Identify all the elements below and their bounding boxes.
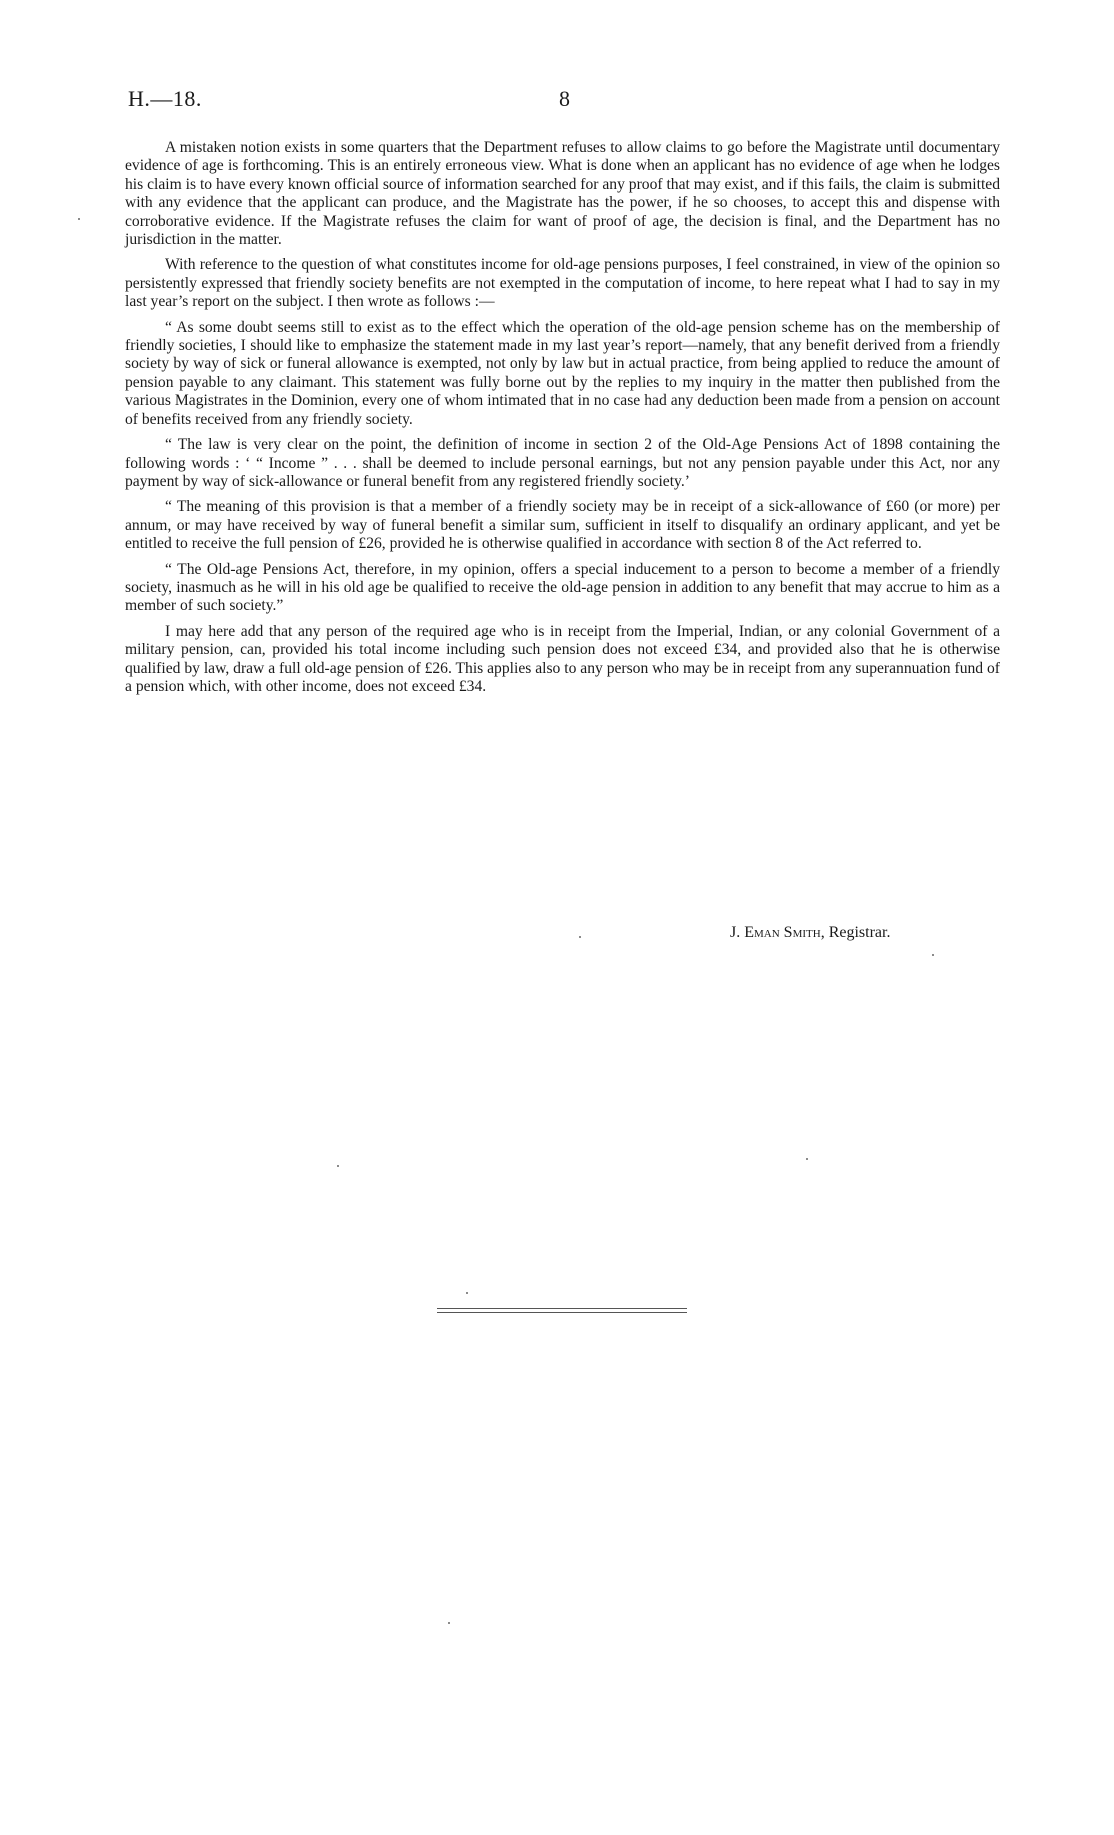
closing-rule-top xyxy=(437,1308,687,1309)
signatory-name: J. Eman Smith xyxy=(730,924,821,941)
body-text xyxy=(125,139,1000,703)
paragraph-quote-inducement: “ The Old-age Pensions Act, therefore, in my opinion, offers a special inducement to a person to become a member of a friendly society, inasmuch as he will in his old age be qualified to receive the old-age pension in addition to any benefit that may accrue to him as a member of such society.” xyxy=(125,560,1000,615)
scan-speck xyxy=(337,1165,339,1167)
signatory-title: , Registrar. xyxy=(820,924,891,941)
paragraph-quote-provision-meaning: “ The meaning of this provision is that a member of a friendly society may be in receipt of a sick-allowance of £60 (or more) per annum, or may have received by way of funeral benefit a similar sum, sufficient in itself to disqualify an ordinary applicant, and yet be entitled to receive the full pension of £26, provided he is otherwise qualified in accordance with section 8 of the Act referred to. xyxy=(125,498,1000,553)
scan-speck xyxy=(806,1158,808,1160)
paragraph-quote-friendly-societies: “ As some doubt seems still to exist as to the effect which the operation of the old-age pension scheme has on the membership of friendly societies, I should like to emphasize the statement made in my last year’s report—namely, that any benefit derived from a friendly society by way of sick or funeral allowance is exempted, not only by law but in actual practice, from being applied to reduce the amount of pension payable to any claimant. This statement was fully borne out by the replies to my inquiry in the matter then published from the various Magistrates in the Dominion, every one of whom intimated that in no case had any deduction been made from a pension on account of benefits received from any friendly society. xyxy=(125,318,1000,428)
signature-line xyxy=(730,924,890,942)
scan-speck xyxy=(448,1622,450,1624)
scan-speck xyxy=(78,218,80,220)
scan-speck xyxy=(466,1292,468,1294)
page-number: 8 xyxy=(559,86,570,111)
scan-speck xyxy=(932,954,934,956)
closing-rule-bottom xyxy=(437,1312,687,1313)
paragraph-quote-law-definition: “ The law is very clear on the point, the definition of income in section 2 of the Old-Age Pensions Act of 1898 containing the following words : ‘ “ Income ” . . . shall be deemed to include personal earnings, but not any pension payable under this Act, nor any payment by way of sick-allowance or funeral benefit from any registered friendly society.’ xyxy=(125,436,1000,490)
scan-speck xyxy=(579,936,581,938)
paragraph-income-question: With reference to the question of what constitutes income for old-age pensions purposes, I feel constrained, in view of the opinion so persistently expressed that friendly society benefits are not exempted in the computation of income, to here repeat what I had to say in my last year’s report on the subject. I then wrote as follows :— xyxy=(125,256,1000,311)
document-reference: H.—18. xyxy=(128,86,202,111)
paragraph-military-pension: I may here add that any person of the required age who is in receipt from the Imperial, Indian, or any colonial Government of a military pension, can, provided his total income including such pension does not exceed £34, and provided also that he is otherwise qualified by law, draw a full old-age pension of £26. This applies also to any person who may be in receipt from any superannuation fund of a pension which, with other income, does not exceed £34. xyxy=(125,622,1000,695)
paragraph-age-evidence: A mistaken notion exists in some quarters that the Department refuses to allow claims to go before the Magistrate until documentary evidence of age is forthcoming. This is an entirely erroneous view. What is done when an applicant has no evidence of age when he lodges his claim is to have every known official source of information searched for any proof that may exist, and if this fails, the claim is submitted with any evidence that the applicant can produce, and the Magistrate has the power, if he so chooses, to accept this and dispense with corroborative evidence. If the Magistrate refuses the claim for want of proof of age, the decision is final, and the Department has no jurisdiction in the matter. xyxy=(125,139,1000,249)
